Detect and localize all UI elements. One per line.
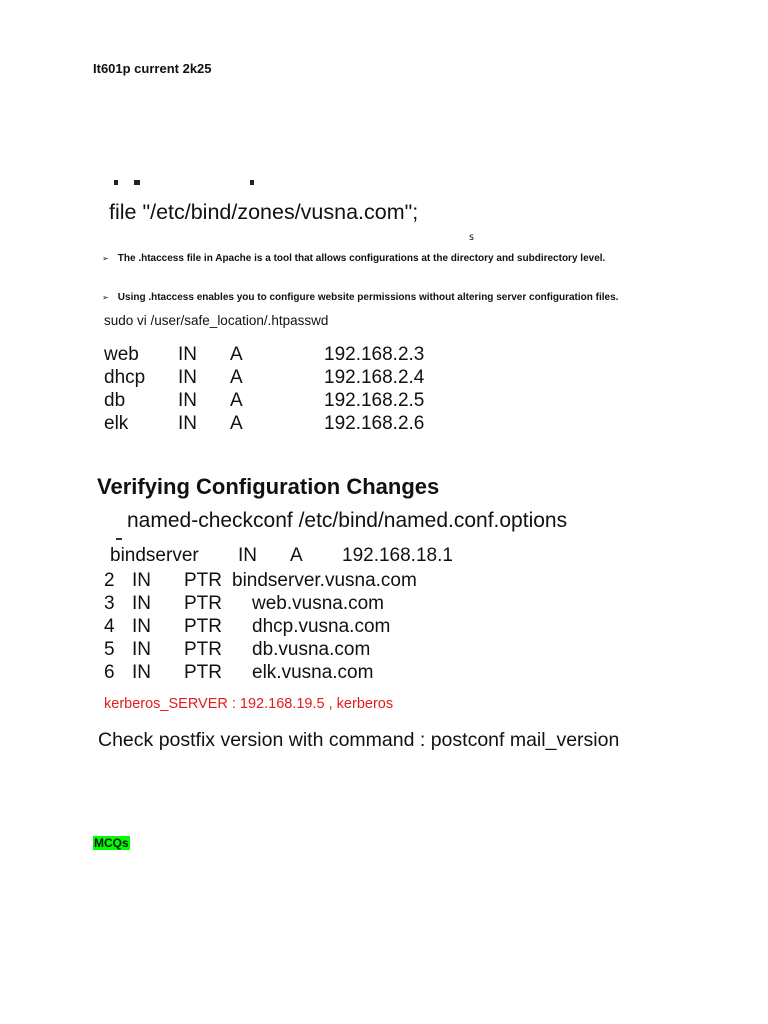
record-class: IN	[178, 412, 197, 434]
record-address: 192.168.2.6	[324, 412, 425, 434]
table-row	[104, 343, 424, 366]
record-target: dhcp.vusna.com	[252, 615, 391, 637]
record-address: 192.168.2.5	[324, 389, 425, 411]
record-type: PTR	[184, 592, 222, 614]
record-class: IN	[132, 638, 151, 660]
record-host: web	[104, 343, 139, 365]
table-row	[104, 615, 437, 638]
checkconf-command: named-checkconf /etc/bind/named.conf.options	[127, 509, 568, 532]
table-row	[104, 592, 437, 615]
mcq-highlight-label: MCQs	[94, 836, 129, 850]
record-class: IN	[132, 661, 151, 683]
record-class: IN	[178, 343, 197, 365]
a-records-table	[104, 343, 424, 435]
ptr-records-table	[104, 569, 437, 684]
record-class: IN	[132, 592, 151, 614]
section-heading: Verifying Configuration Changes	[97, 474, 440, 499]
record-type: A	[230, 412, 243, 434]
record-target: web.vusna.com	[252, 592, 385, 614]
record-type: PTR	[184, 615, 222, 637]
record-type: PTR	[184, 569, 222, 591]
cropped-mark	[116, 538, 122, 540]
table-row	[104, 366, 424, 389]
record-class: IN	[178, 366, 197, 388]
record-address: 192.168.2.3	[324, 343, 425, 365]
record-host: dhcp	[104, 366, 146, 388]
record-type: A	[230, 366, 243, 388]
record-octet: 4	[104, 615, 115, 637]
record-octet: 5	[104, 638, 115, 660]
table-row	[104, 412, 424, 435]
record-host: db	[104, 389, 126, 411]
document-title: It601p current 2k25	[93, 61, 212, 76]
arrow-bullet-icon: ➢	[102, 254, 109, 263]
record-type: A	[290, 545, 303, 566]
record-octet: 3	[104, 592, 115, 614]
htpasswd-command: sudo vi /user/safe_location/.htpasswd	[104, 313, 329, 328]
table-row	[104, 569, 437, 592]
record-octet: 2	[104, 569, 115, 591]
table-row	[104, 638, 437, 661]
record-class: IN	[238, 545, 257, 566]
bullet-item	[102, 253, 605, 264]
record-type: A	[230, 389, 243, 411]
postfix-version-line: Check postfix version with command : postconf mail_version	[98, 729, 620, 751]
record-host: elk	[104, 412, 129, 434]
record-type: PTR	[184, 638, 222, 660]
record-class: IN	[178, 389, 197, 411]
record-address: 192.168.2.4	[324, 366, 425, 388]
record-address: 192.168.18.1	[342, 545, 453, 566]
bullet-item	[102, 292, 618, 303]
cropped-text-fragment	[114, 176, 254, 188]
record-type: PTR	[184, 661, 222, 683]
kerberos-server-line: kerberos_SERVER : 192.168.19.5 , kerberos	[104, 696, 394, 712]
record-target: elk.vusna.com	[252, 661, 374, 683]
record-octet: 6	[104, 661, 115, 683]
record-class: IN	[132, 615, 151, 637]
bullet-text: The .htaccess file in Apache is a tool that allows configurations at the directory and subdirectory level.	[117, 253, 606, 264]
zone-file-line: file "/etc/bind/zones/vusna.com";	[109, 200, 419, 224]
bindserver-record	[110, 545, 453, 567]
record-target: bindserver.vusna.com	[232, 569, 417, 591]
record-target: db.vusna.com	[252, 638, 371, 660]
table-row	[104, 661, 437, 684]
record-host: bindserver	[110, 545, 199, 566]
record-class: IN	[132, 569, 151, 591]
table-row	[104, 389, 424, 412]
record-type: A	[230, 343, 243, 365]
stray-character: s	[469, 232, 474, 243]
arrow-bullet-icon: ➢	[102, 293, 109, 302]
bullet-text: Using .htaccess enables you to configure website permissions without altering server configuration files.	[117, 292, 619, 303]
